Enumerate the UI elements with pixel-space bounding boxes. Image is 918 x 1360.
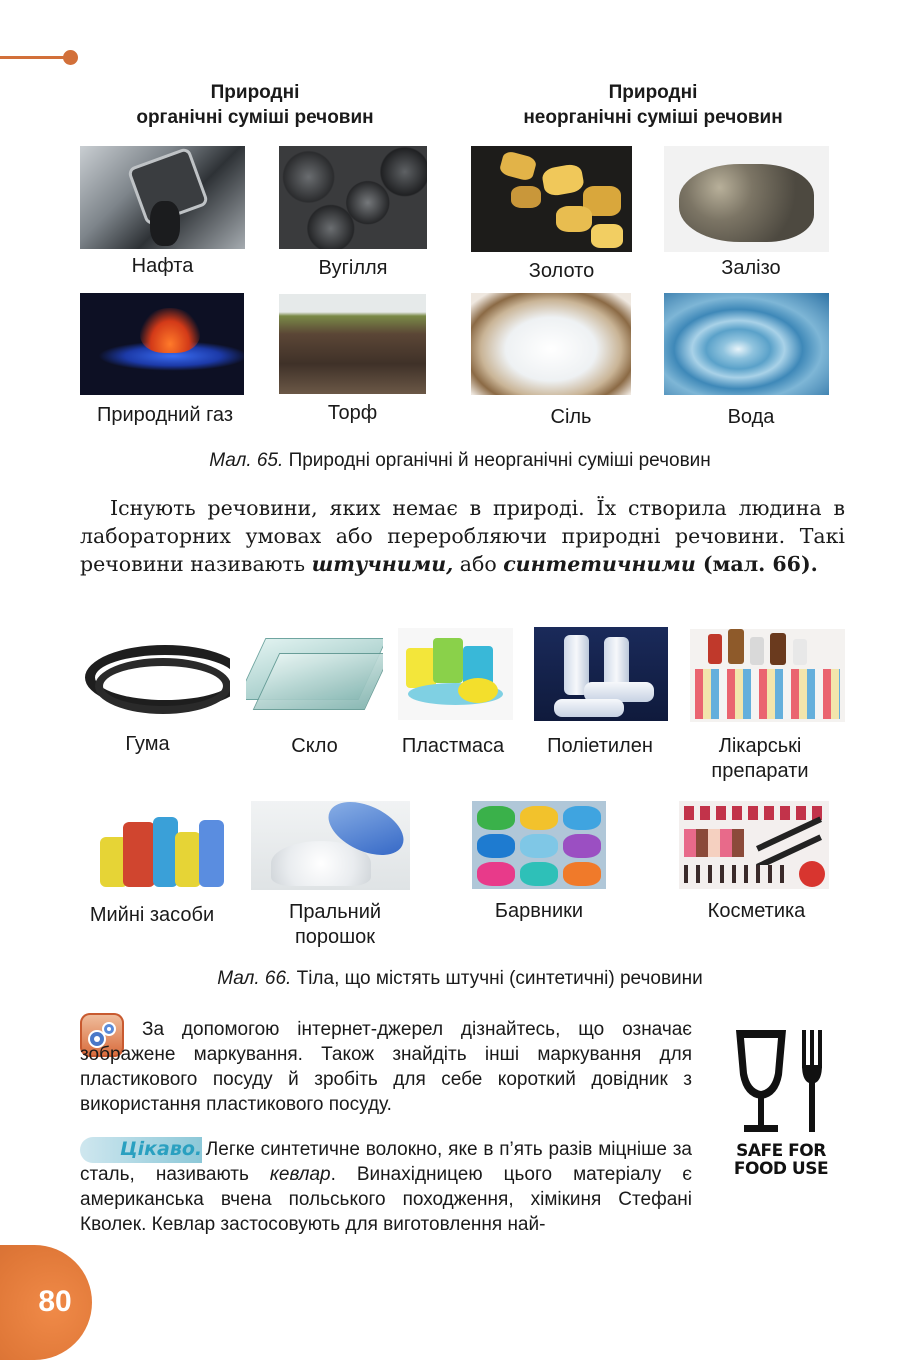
label-dyes: Барвники	[494, 900, 584, 922]
synthetic-paragraph: Існують речовини, яких немає в природі. Їх створила людина в лабораторних умовах або переробляючи природні речовини. Такі речовини називають штучними, або синтетичними (мал. 66).	[80, 496, 845, 576]
top-decor-dot	[63, 50, 78, 65]
coal-image	[279, 146, 427, 249]
plastic-image	[398, 628, 513, 720]
water-image	[664, 293, 829, 395]
inorganic-header: Природні неорганічні суміші речовин	[523, 82, 783, 128]
food-use-label: SAFE FOR FOOD USE	[733, 1141, 829, 1179]
interesting-tag: Цікаво.	[120, 1138, 203, 1160]
peat-image	[279, 294, 426, 394]
figure-66-caption: Мал. 66. Тіла, що містять штучні (синтетичні) речовини	[217, 968, 703, 989]
salt-image	[471, 293, 631, 395]
detergents-image	[95, 802, 230, 889]
label-peat: Торф	[327, 402, 378, 424]
iron-image	[664, 146, 829, 252]
label-water: Вода	[727, 406, 775, 428]
glass-fork-icon	[730, 1025, 830, 1140]
oil-image	[80, 146, 245, 249]
label-oil: Нафта	[131, 255, 194, 277]
label-salt: Сіль	[550, 406, 592, 428]
label-gold: Золото	[528, 260, 595, 282]
label-detergents: Мийні засоби	[89, 904, 215, 926]
polyethylene-image	[534, 627, 668, 721]
medicines-image	[690, 629, 845, 722]
natural-gas-image	[80, 293, 244, 395]
label-glass: Скло	[291, 735, 338, 757]
glass-image	[246, 628, 383, 720]
label-iron: Залізо	[721, 257, 781, 279]
top-decor-line	[0, 56, 68, 59]
label-polyethylene: Поліетилен	[547, 735, 653, 757]
figure-65-caption: Мал. 65. Природні органічні й неорганічні суміші речовин	[209, 450, 711, 471]
label-medicines: Лікарські препарати	[711, 735, 809, 782]
gold-image	[471, 146, 632, 252]
label-washing-powder: Пральний порошок	[288, 901, 382, 948]
label-cosmetics: Косметика	[707, 900, 806, 922]
label-natural-gas: Природний газ	[96, 404, 233, 426]
interesting-paragraph: Цікаво. Легке синтетичне волокно, яке в п’ять разів міцніше за сталь, називають кевлар. Винахідницею цього матеріалу є американська вчена польського походження, хімікиня Стефані Кволек. Кевлар застосовують для виготовлення най-	[80, 1138, 692, 1235]
washing-powder-image	[251, 801, 410, 890]
organic-header: Природні органічні суміші речовин	[136, 82, 374, 128]
label-rubber: Гума	[125, 733, 170, 755]
label-plastic: Пластмаса	[401, 735, 505, 757]
rubber-image	[80, 633, 230, 718]
task-text: За допомогою інтернет-джерел дізнайтесь, що означає зображене маркування. Також знайдіть інші маркування для пластикового посуду й зробіть для себе короткий довідник з використання пластикового посуду.	[80, 1019, 692, 1115]
dyes-image	[472, 801, 606, 889]
cosmetics-image	[679, 801, 829, 889]
label-coal: Вугілля	[318, 257, 388, 279]
page-number: 80	[38, 1285, 72, 1318]
